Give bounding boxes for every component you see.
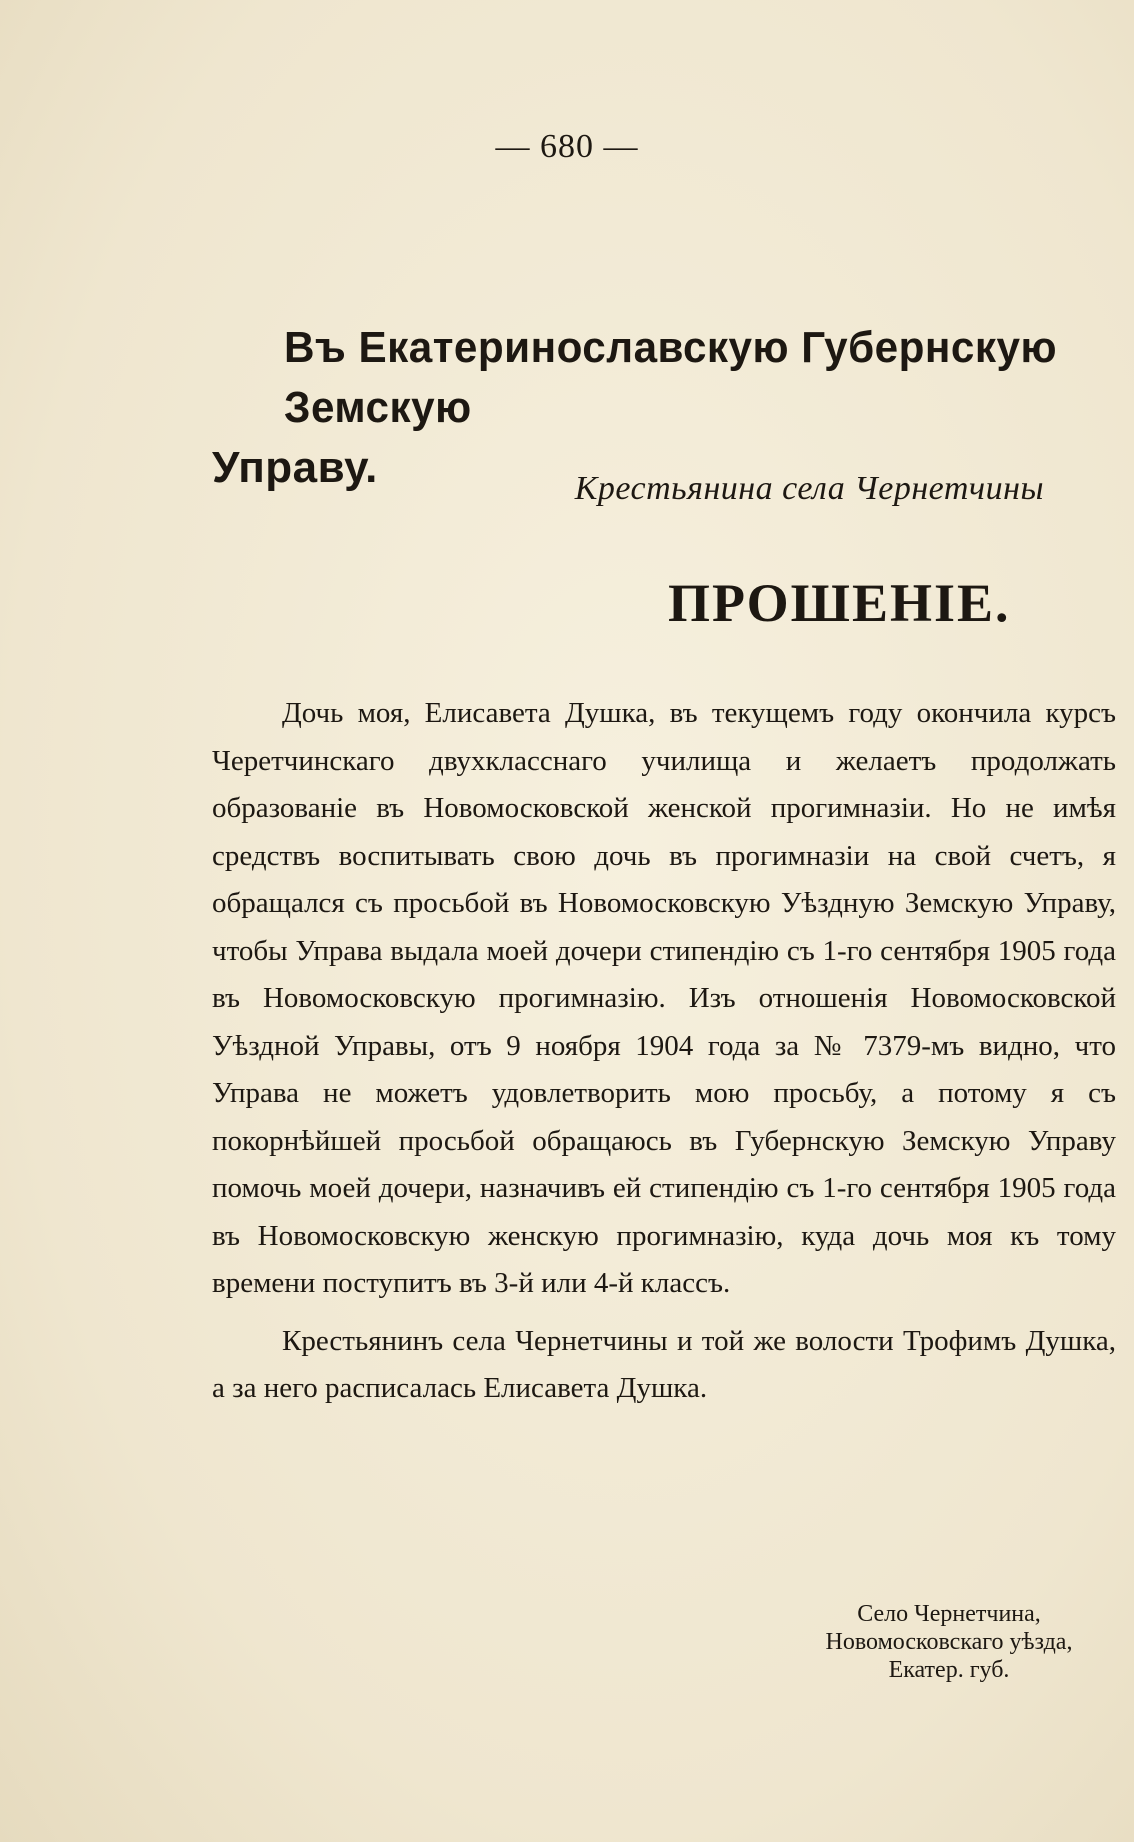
place-line-3: Екатер. губ.: [888, 1657, 1010, 1683]
place-line-1: Село Чернетчина,: [857, 1601, 1041, 1627]
paragraph-signature-statement: Крестьянинъ села Чернетчины и той же волости Трофимъ Душка, а за него расписалась Елисавета Душка.: [212, 1324, 1116, 1404]
addressee-line-1: Въ Екатеринославскую Губернскую Земскую: [284, 323, 1058, 432]
page-number: — 680 —: [495, 128, 639, 165]
place-line-2: Новомосковскаго уѣзда,: [825, 1629, 1073, 1655]
paragraph-main: Дочь моя, Елисавета Душка, въ текущемъ году окончила курсъ Черетчинскаго двухкласснаго училища и желаетъ продолжать образованіе въ Новомосковской женской прогимназіи. Но не имѣя средствъ воспитывать свою дочь въ прогимназіи на свой счетъ, я обращался съ просьбой въ Новомосковскую Уѣздную Земскую Управу, чтобы Управа выдала моей дочери стипендію съ 1-го сентября 1905 года въ Новомосковскую прогимназію. Изъ отношенія Новомосковской Уѣздной Управы, отъ 9 ноября 1904 года за № 7379-мъ видно, что Управа не можетъ удовлетворить мою просьбу, а потому я съ покорнѣйшей просьбой обращаюсь въ Губернскую Земскую Управу помочь моей дочери, назначивъ ей стипендію съ 1-го сентября 1905 года въ Новомосковскую женскую прогимназію, куда дочь моя къ тому времени поступитъ въ 3-й или 4-й классъ.: [212, 697, 1116, 1299]
document-title: ПРОШЕНІЕ.: [668, 573, 1011, 633]
sender-line: Крестьянина села Чернетчины: [574, 470, 1044, 507]
place-signature-block: [784, 1600, 1114, 1684]
petition-body: [212, 690, 1116, 1413]
addressee-line-2: Управу.: [212, 443, 378, 492]
